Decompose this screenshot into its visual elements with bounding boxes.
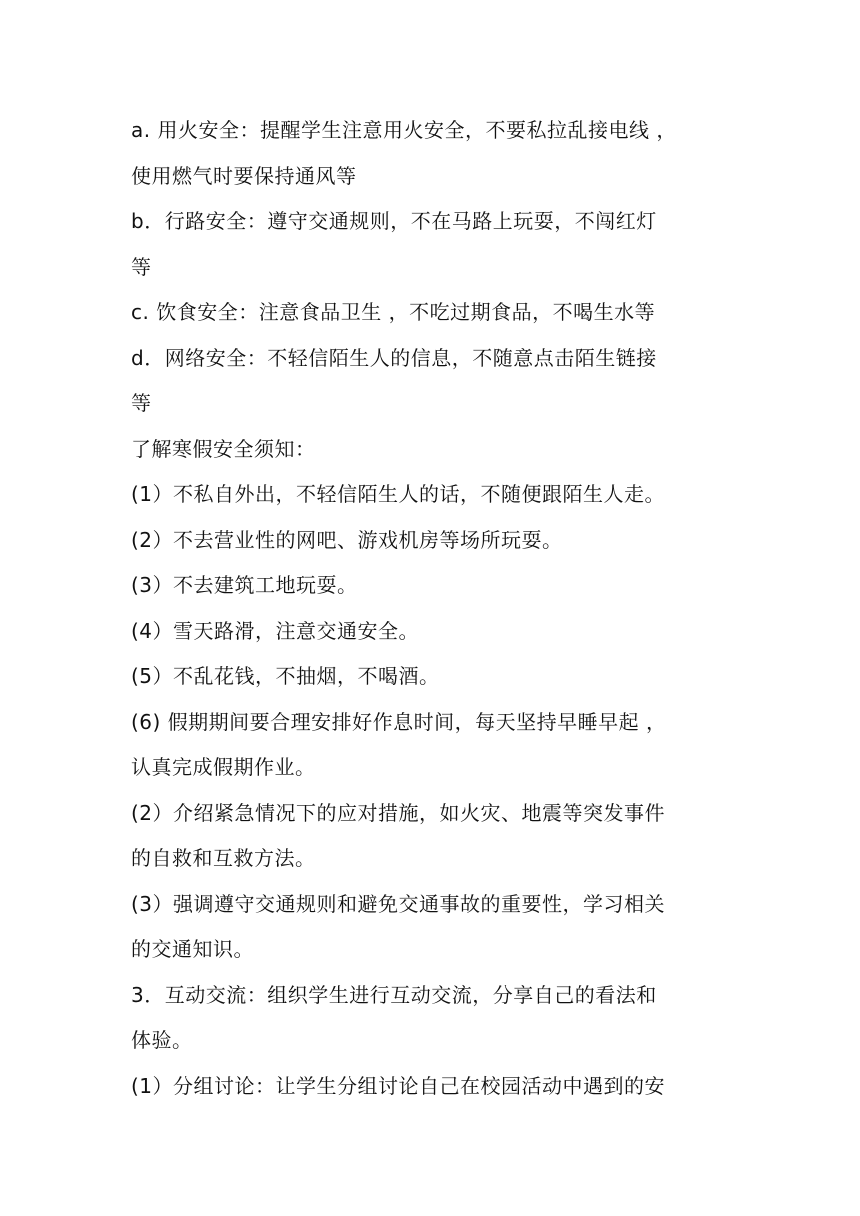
text-line: 体验。: [131, 1028, 193, 1052]
text-line: (5）不乱花钱，不抽烟，不喝酒。: [131, 664, 440, 688]
text-line: (1）不私自外出，不轻信陌生人的话，不随便跟陌生人走。: [131, 482, 666, 506]
text-line: 认真完成假期作业。: [131, 755, 316, 779]
text-line: 的自救和互救方法。: [131, 846, 316, 870]
text-line: 使用燃气时要保持通风等: [131, 163, 357, 188]
text-line: 3．互动交流：组织学生进行互动交流，分享自己的看法和: [131, 982, 657, 1007]
text-line: c. 饮食安全：注意食品卫生 ，不吃过期食品，不喝生水等: [131, 300, 656, 324]
text-line: (3）强调遵守交通规则和避免交通事故的重要性，学习相关: [131, 891, 666, 916]
text-line: (6) 假期期间要合理安排好作息时间，每天坚持早睡早起 ，: [131, 709, 667, 734]
text-line: (1）分组讨论：让学生分组讨论自己在校园活动中遇到的安: [131, 1073, 666, 1098]
text-line: 了解寒假安全须知：: [131, 436, 316, 461]
text-line: 等: [131, 391, 152, 415]
text-line: 的交通知识。: [131, 937, 254, 961]
text-line: 等: [131, 254, 152, 279]
text-line: (2）不去营业性的网吧、游戏机房等场所玩耍。: [131, 527, 563, 552]
document-page: [131, 108, 731, 1109]
text-line: (3）不去建筑工地玩耍。: [131, 573, 358, 597]
text-line: (2）介绍紧急情况下的应对措施，如火灾、地震等突发事件: [131, 800, 666, 825]
text-line: a. 用火安全：提醒学生注意用火安全，不要私拉乱接电线 ，: [131, 118, 677, 142]
text-line: d．网络安全：不轻信陌生人的信息，不随意点击陌生链接: [131, 345, 657, 370]
text-line: (4）雪天路滑，注意交通安全。: [131, 618, 420, 643]
text-line: b．行路安全：遵守交通规则，不在马路上玩耍，不闯红灯: [131, 209, 657, 233]
